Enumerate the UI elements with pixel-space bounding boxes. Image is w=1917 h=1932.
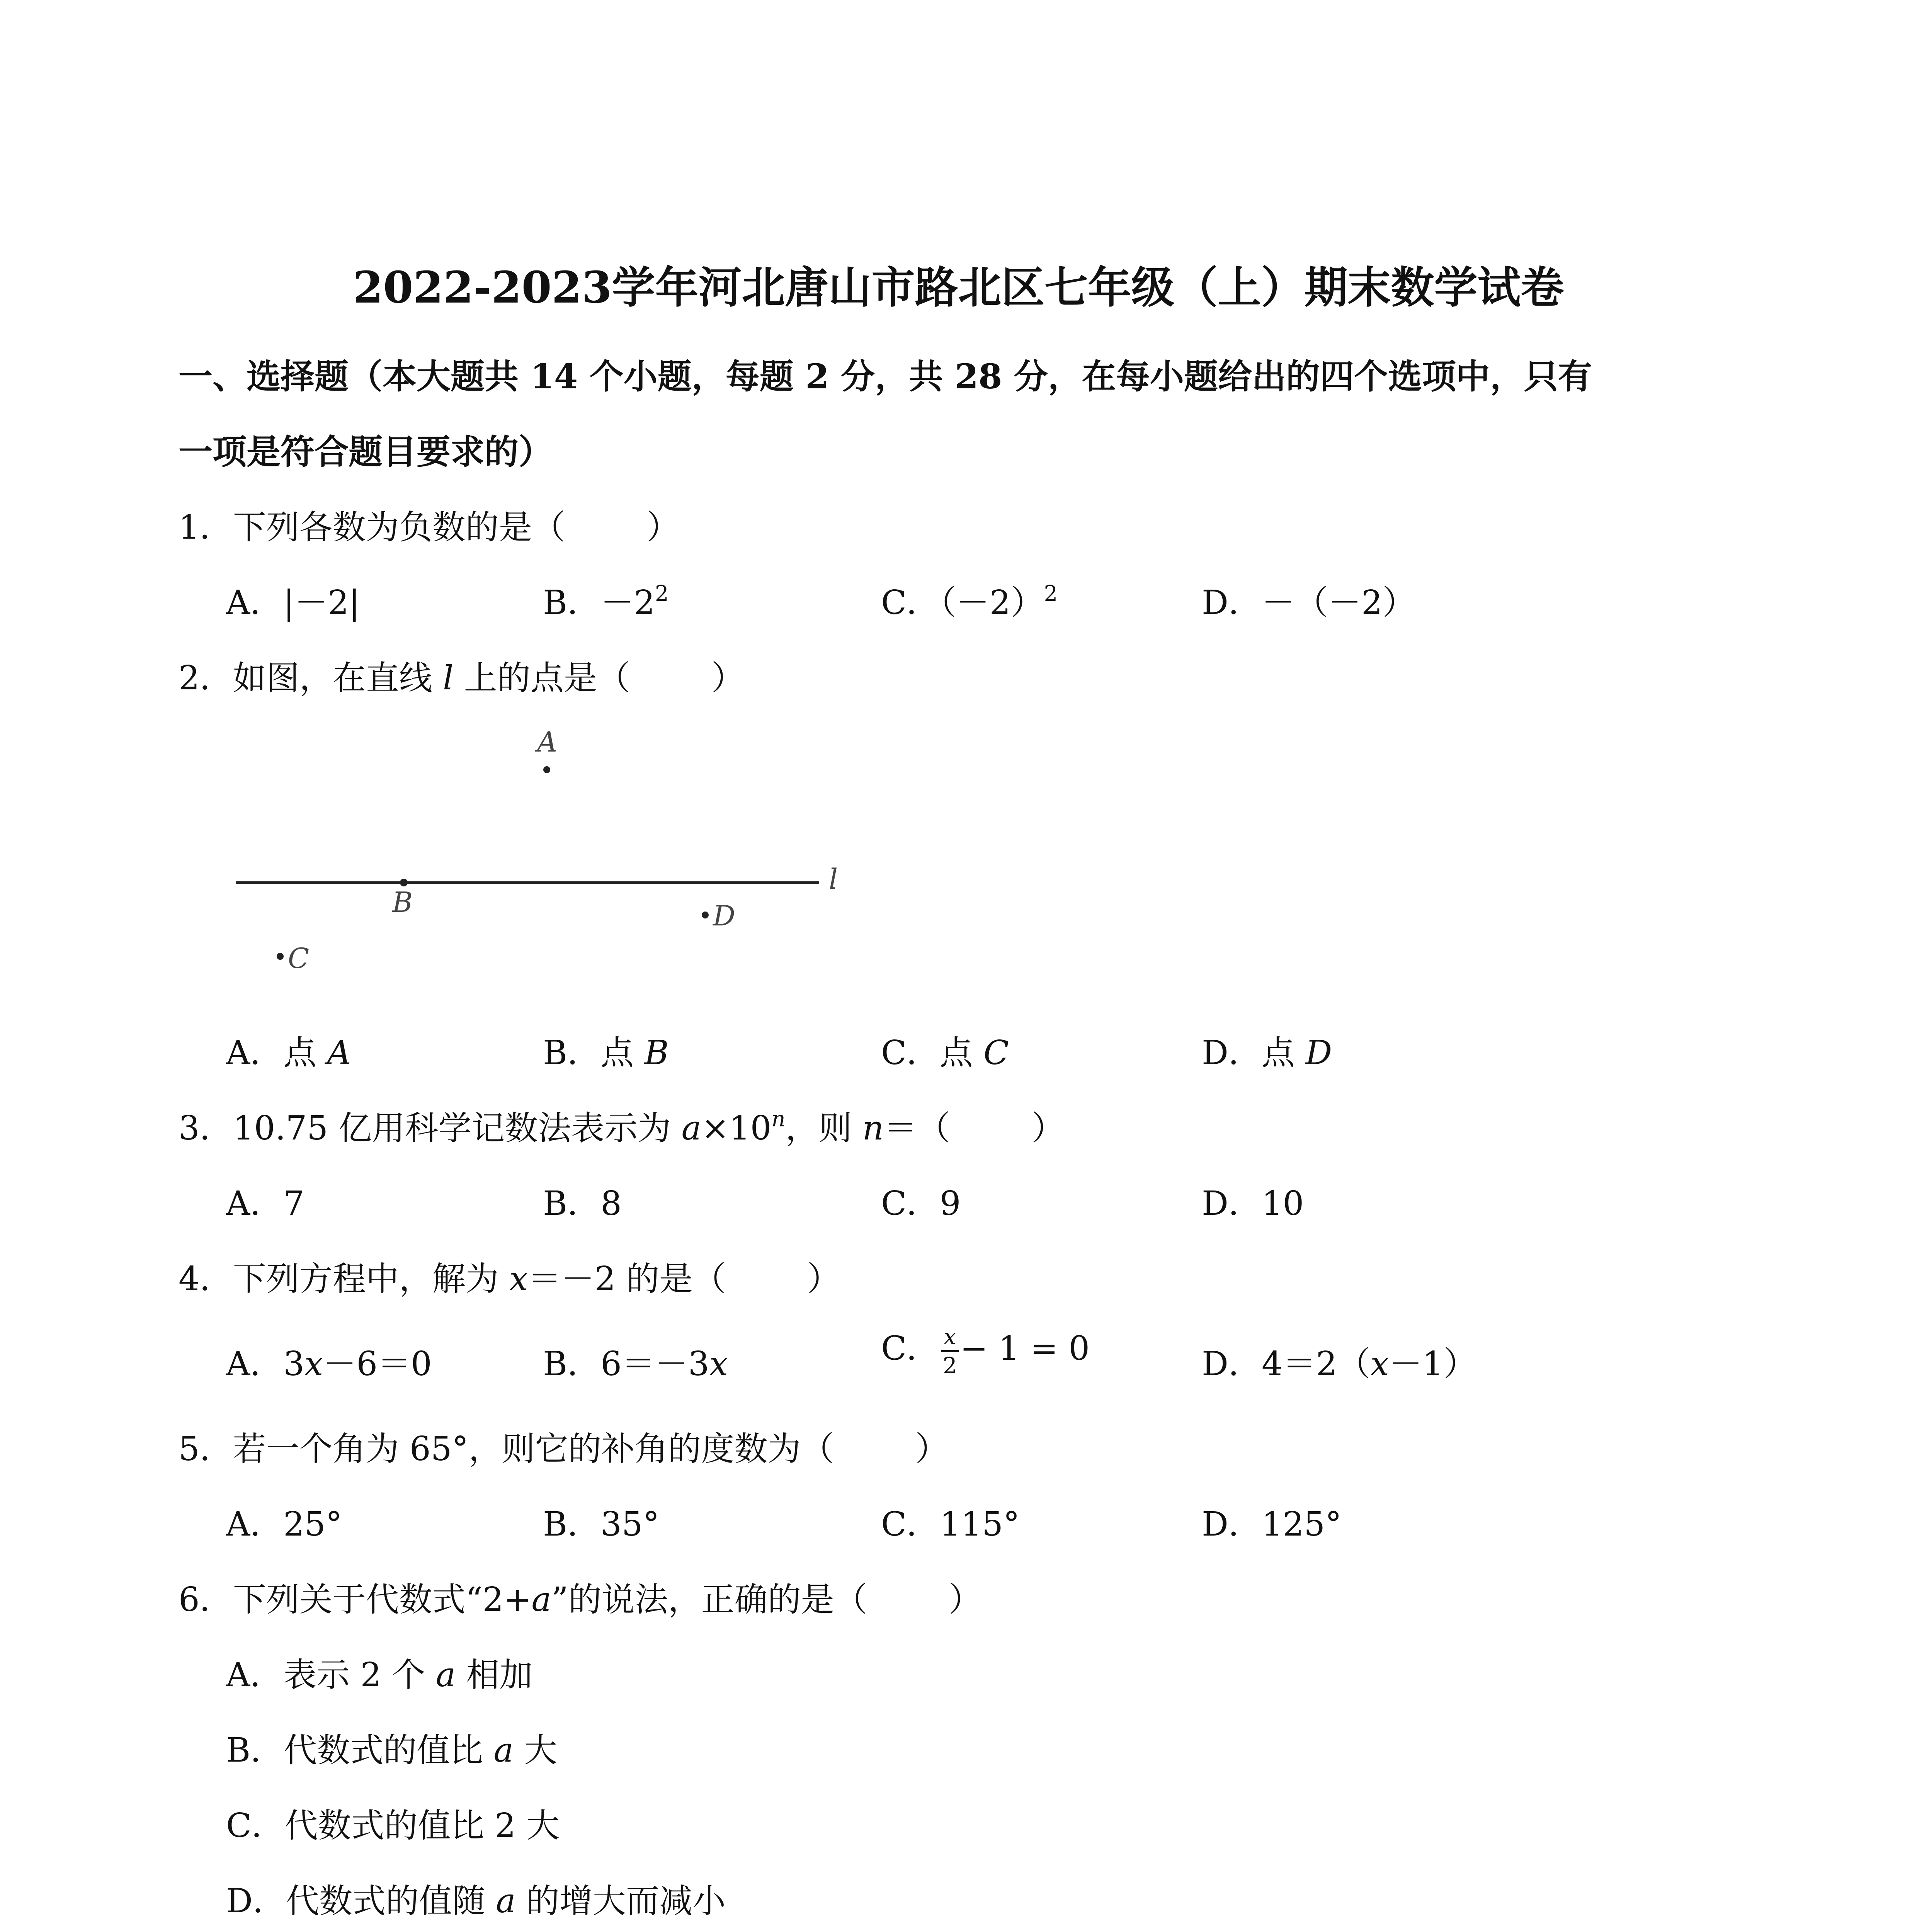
q3-option-c: C．9 bbox=[881, 1184, 961, 1223]
question-1-stem: 1．下列各数为负数的是（ bbox=[179, 508, 565, 547]
q5-option-c: C．115° bbox=[881, 1505, 1020, 1544]
q2-option-b: B．点 B bbox=[543, 1034, 669, 1072]
section-heading-line2: 一项是符合题目要求的） bbox=[179, 432, 553, 472]
point-b-label: B bbox=[392, 886, 413, 918]
q5-option-b: B．35° bbox=[543, 1505, 660, 1544]
q3-option-b: B．8 bbox=[543, 1184, 622, 1223]
line-figure bbox=[216, 715, 873, 1005]
section-heading-line1: 一、选择题（本大题共 14 个小题，每题 2 分，共 28 分，在每小题给出的四个选项中，只有 bbox=[179, 356, 1592, 396]
q4-option-a: A．3x－6＝0 bbox=[226, 1345, 432, 1383]
q2-option-d: D．点 D bbox=[1202, 1034, 1332, 1072]
q4-option-d: D．4＝2（x－1） bbox=[1202, 1345, 1477, 1383]
point-b-dot bbox=[400, 879, 408, 886]
q4-option-b: B．6＝－3x bbox=[543, 1345, 728, 1383]
q6-option-b: B．代数式的值比 a 大 bbox=[226, 1731, 558, 1770]
q3-option-a: A．7 bbox=[226, 1184, 304, 1223]
question-5: 5．若一个角为 65°，则它的补角的度数为（ ） bbox=[179, 1430, 949, 1468]
question-2: 2．如图，在直线 l 上的点是（ ） bbox=[179, 659, 745, 697]
question-4: 4．下列方程中，解为 x＝－2 的是（ ） bbox=[179, 1260, 840, 1298]
q6-option-d: D．代数式的值随 a 的增大而减小 bbox=[226, 1882, 726, 1920]
point-c-dot bbox=[277, 953, 284, 960]
q4-option-c-fraction: $\frac{x}{2}$ bbox=[941, 1325, 959, 1377]
line-l-label: l bbox=[829, 863, 838, 895]
question-1 bbox=[179, 500, 680, 548]
q1-option-d: D．－（－2） bbox=[1202, 583, 1416, 622]
point-a-label: A bbox=[537, 726, 557, 758]
point-d-dot bbox=[702, 912, 709, 918]
q5-option-d: D．125° bbox=[1202, 1505, 1342, 1544]
q2-option-c: C．点 C bbox=[881, 1034, 1009, 1072]
point-a-dot bbox=[543, 766, 550, 773]
question-3: 3．10.75 亿用科学记数法表示为 $a\times 10^n$，则 n＝（ ） bbox=[179, 1107, 1065, 1148]
page-title: 2022-2023学年河北唐山市路北区七年级（上）期末数学试卷 bbox=[353, 262, 1564, 313]
q3-option-d: D．10 bbox=[1202, 1184, 1304, 1223]
q6-option-a: A．表示 2 个 a 相加 bbox=[226, 1656, 533, 1694]
question-1-close: ） bbox=[646, 508, 680, 547]
q1-option-b: B．$-2^2$ bbox=[543, 581, 669, 622]
q4-option-c: C． $\frac{x}{2}$ − 1 = 0 bbox=[881, 1323, 1090, 1379]
q6-option-c: C．代数式的值比 2 大 bbox=[226, 1806, 560, 1845]
q2-option-a: A．点 A bbox=[226, 1034, 351, 1072]
point-c-label: C bbox=[288, 942, 310, 975]
q1-option-c: C．$(-2)^2$ bbox=[881, 581, 1058, 622]
q5-option-a: A．25° bbox=[226, 1505, 342, 1544]
q1-option-a: A．|－2| bbox=[226, 583, 360, 622]
point-d-label: D bbox=[713, 900, 735, 932]
question-6: 6．下列关于代数式“2+a”的说法，正确的是（ ） bbox=[179, 1580, 982, 1619]
